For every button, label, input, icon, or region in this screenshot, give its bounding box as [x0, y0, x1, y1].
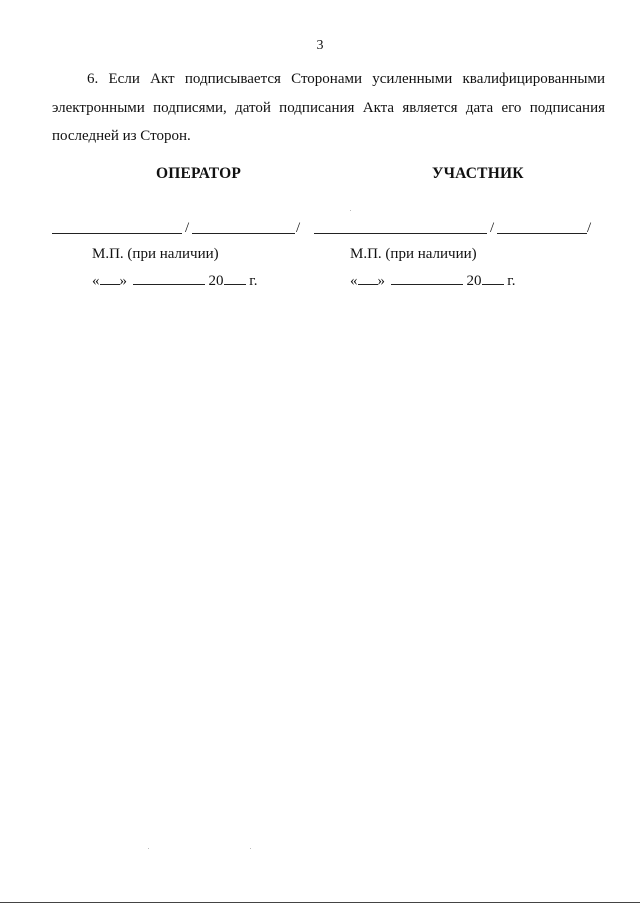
participant-year-blank: [482, 272, 504, 285]
operator-slash-right: /: [296, 220, 301, 236]
participant-year-prefix: 20: [466, 273, 482, 289]
operator-month-blank: [133, 272, 205, 285]
operator-stamp-note: М.П. (при наличии): [92, 246, 219, 262]
operator-title: ОПЕРАТОР: [156, 165, 242, 182]
operator-year-prefix: 20: [208, 273, 224, 289]
participant-month-blank: [391, 272, 463, 285]
operator-year-suffix: г.: [249, 273, 258, 289]
operator-quote-close: »: [119, 273, 127, 289]
operator-slash-left: /: [185, 220, 190, 236]
clause-paragraph: 6. Если Акт подписывается Сторонами усиленными квалифицированными электронными подписями, датой подписания Акта является дата его подписания последней из Сторон.: [52, 71, 605, 144]
participant-slash-right: /: [587, 220, 592, 236]
participant-day-blank: [358, 272, 378, 285]
participant-stamp-note: М.П. (при наличии): [350, 246, 477, 262]
participant-name-blank: [497, 233, 587, 234]
participant-date-line: [350, 272, 515, 290]
participant-signature-blank: [314, 233, 487, 234]
operator-signature-line: [52, 218, 302, 234]
operator-name-blank: [192, 233, 295, 234]
page-number: 3: [316, 38, 324, 53]
operator-day-blank: [100, 272, 120, 285]
scan-speck: [350, 210, 351, 211]
scan-speck: [148, 848, 149, 849]
scan-speck: [250, 848, 251, 849]
operator-quote-open: «: [92, 273, 100, 289]
participant-quote-open: «: [350, 273, 358, 289]
participant-title: УЧАСТНИК: [432, 165, 524, 182]
participant-quote-close: »: [377, 273, 385, 289]
participant-signature-line: [314, 218, 594, 234]
page-bottom-edge: [0, 902, 640, 903]
participant-year-suffix: г.: [507, 273, 516, 289]
operator-year-blank: [224, 272, 246, 285]
operator-date-line: [92, 272, 257, 290]
operator-signature-blank: [52, 233, 182, 234]
participant-slash-left: /: [490, 220, 495, 236]
